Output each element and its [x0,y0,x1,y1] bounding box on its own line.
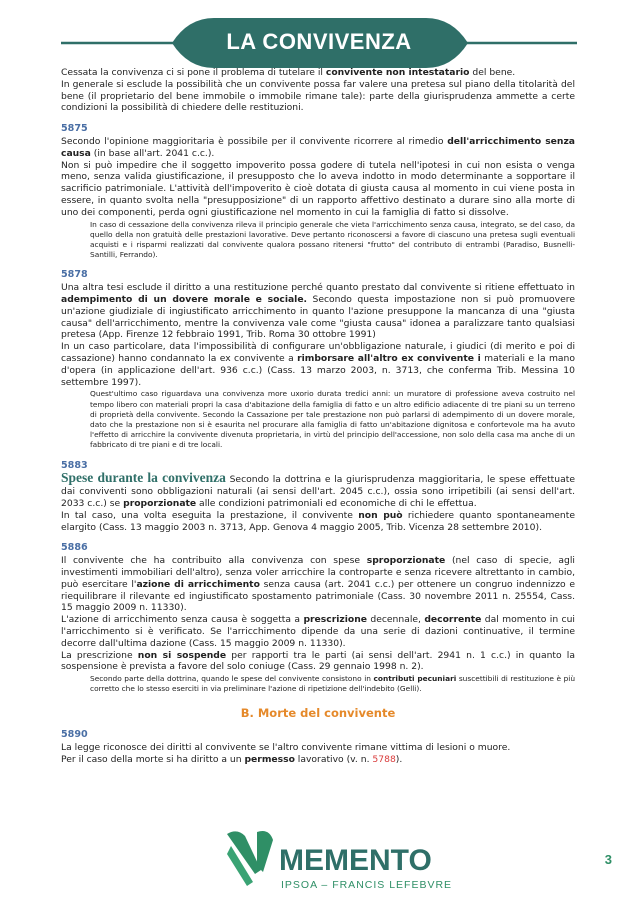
document-body [61,67,575,766]
note-paragraph: In caso di cessazione della convivenza rileva il principio generale che vieta l'arricchimento senza causa, integrato, se del caso, da quello della non gratuità delle prestazioni lavorative. Deve pertanto riconoscersi a favore di ciascuno una pretesa sugli eventuali acquisti e i risparmi realizzati dal convivente qualora possano ritenersi "frutto" del contributo di entrambi (Paradiso, Busnelli-Santilli, Ferrando). [90,219,575,260]
body-paragraph: La prescrizione non si sospende per rapporti tra le parti (ai sensi dell'art. 2941 n. 1 c.c.) in quanto la sospensione è prevista a favore del solo coniuge (Cass. 29 gennaio 1998 n. 2). [61,649,575,673]
body-paragraph: Il convivente che ha contribuito alla convivenza con spese sproporzionate (nel caso di specie, agli investimenti immobiliari dell'altro), senza voler arricchire la controparte e senza ricevere altrettanto in cambio, può esercitare l'azione di arricchimento senza causa (art. 2041 c.c.) per ottenere un congruo indennizzo e riequilibrare il rilevante ed ingiustificato spostamento patrimoniale (Cass. 30 novembre 2011 n. 25554, Cass. 15 maggio 2009 n. 11330). [61,555,575,614]
memento-logo-icon [227,831,273,886]
paragraph-number: 5875 [61,123,88,135]
note-paragraph: Secondo parte della dottrina, quando le spese del convivente consistono in contributi pecuniari suscettibili di restituzione è più corretto che lo stesso eserciti in via preliminare l'azione di ripetizione dell'indebito (Gelli). [90,674,576,694]
section-heading: Spese durante la convivenza [61,470,226,486]
cross-reference-link[interactable]: 5788 [372,753,396,765]
body-paragraph: Per il caso della morte si ha diritto a un permesso lavorativo (v. n. 5788). [61,753,403,765]
body-paragraph: Non si può impedire che il soggetto impoverito possa godere di tutela nell'ipotesi in cui non esista o venga meno, senza valida giustificazione, il presupposto che lo aveva indotto in modo determinante a sopportare il sacrificio patrimoniale. L'attività dell'impoverito è cioè dotata di giusta causa al momento in cui viene posta in essere, in quanto svolta nella "presupposizione" di un rapporto affettivo destinato a durare sino alla morte di uno dei componenti, perda ogni giustificazione nel momento in cui la famiglia di fatto si dissolve. [61,159,575,218]
page-number: 3 [604,852,612,867]
page-title: LA CONVIVENZA [226,29,412,54]
intro-paragraph: In generale si esclude la possibilità che un convivente possa far valere una pretesa sul piano della titolarità del bene (il proprietario del bene immobile o immobile rimane tale): parte della giurisprudenza ammette a certe condizioni la possibilità di chiedere delle restituzioni. [61,78,575,114]
body-paragraph: Spese durante la convivenza Secondo la dottrina e la giurisprudenza maggioritaria, le spese effettuate dai conviventi sono obbligazioni naturali (ai sensi dell'art. 2045 c.c.), ossia sono irripetibili (ai sensi dell'art. 2033 c.c.) se proporzionate alle condizioni patrimoniali ed economiche di chi le effettua. [61,470,575,509]
body-paragraph: In un caso particolare, data l'impossibilità di configurare un'obbligazione naturale, i giudici (di merito e poi di cassazione) hanno condannato la ex convivente a rimborsare all'altro ex convivente i materiali e la mano d'opera (in applicazione dell'art. 936 c.c.) (Cass. 13 marzo 2003, n. 3713, che conferma Trib. Messina 10 settembre 1997). [61,341,575,388]
body-paragraph: Secondo l'opinione maggioritaria è possibile per il convivente ricorrere al rimedio dell'arricchimento senza causa (in base all'art. 2041 c.c.). [61,135,575,159]
paragraph-number: 5878 [61,269,88,281]
body-paragraph: La legge riconosce dei diritti al convivente se l'altro convivente rimane vittima di lesioni o muore. [61,742,511,754]
logo-tagline: IPSOA – FRANCIS LEFEBVRE [281,879,453,891]
paragraph-number: 5886 [61,542,88,554]
note-paragraph: Quest'ultimo caso riguardava una convivenza more uxorio durata tredici anni: un muratore di professione aveva costruito nel tempo libero con materiali propri la casa d'abitazione della famiglia di fatto e un altro edificio adiacente di tre piani su un terreno di proprietà della convivente. Secondo la Cassazione per tale prestazione non può parlarsi di adempimento di un dovere morale, dato che la prestazione non si è esaurita nel procurare alla famiglia di fatto un'abitazione dignitosa e confortevole ma ha avuto l'effetto di arricchire la convivente divenuta proprietaria, in virtù del principio dell'accessione, non solo della casa ma anche di un fabbricato di tre piani e di tre locali. [90,389,575,450]
body-paragraph: In tal caso, una volta eseguita la prestazione, il convivente non può richiedere quanto spontaneamente elargito (Cass. 13 maggio 2003 n. 3713, App. Genova 4 maggio 2005, Trib. Vicenza 28 settembre 2010). [61,509,576,533]
body-paragraph: L'azione di arricchimento senza causa è soggetta a prescrizione decennale, decorrente dal momento in cui l'arricchimento si è verificato. Se l'arricchimento dipende da una serie di dazioni continuative, il termine decorre dall'ultima dazione (Cass. 15 maggio 2009 n. 11330). [61,614,575,649]
intro-paragraph: Cessata la convivenza ci si pone il problema di tutelare il convivente non intestatario del bene. [61,67,516,78]
section-title: B. Morte del convivente [240,705,396,720]
paragraph-number: 5890 [61,729,88,741]
paragraph-number: 5883 [61,459,88,471]
body-paragraph: Una altra tesi esclude il diritto a una restituzione perché quanto prestato dal convivente si ritiene effettuato in adempimento di un dovere morale e sociale. Secondo questa impostazione non si può promuovere un'azione giudiziale di ingiustificato arricchimento in quanto l'azione presuppone la mancanza di una "giusta causa" dell'arricchimento, mentre la convivenza vale come "giusta causa" idonea a paralizzare tanto qualsiasi pretesa (App. Firenze 12 febbraio 1991, Trib. Roma 30 ottobre 1991) [61,282,575,341]
logo-wordmark: MEMENTO [279,844,432,877]
memento-logo [223,826,453,894]
